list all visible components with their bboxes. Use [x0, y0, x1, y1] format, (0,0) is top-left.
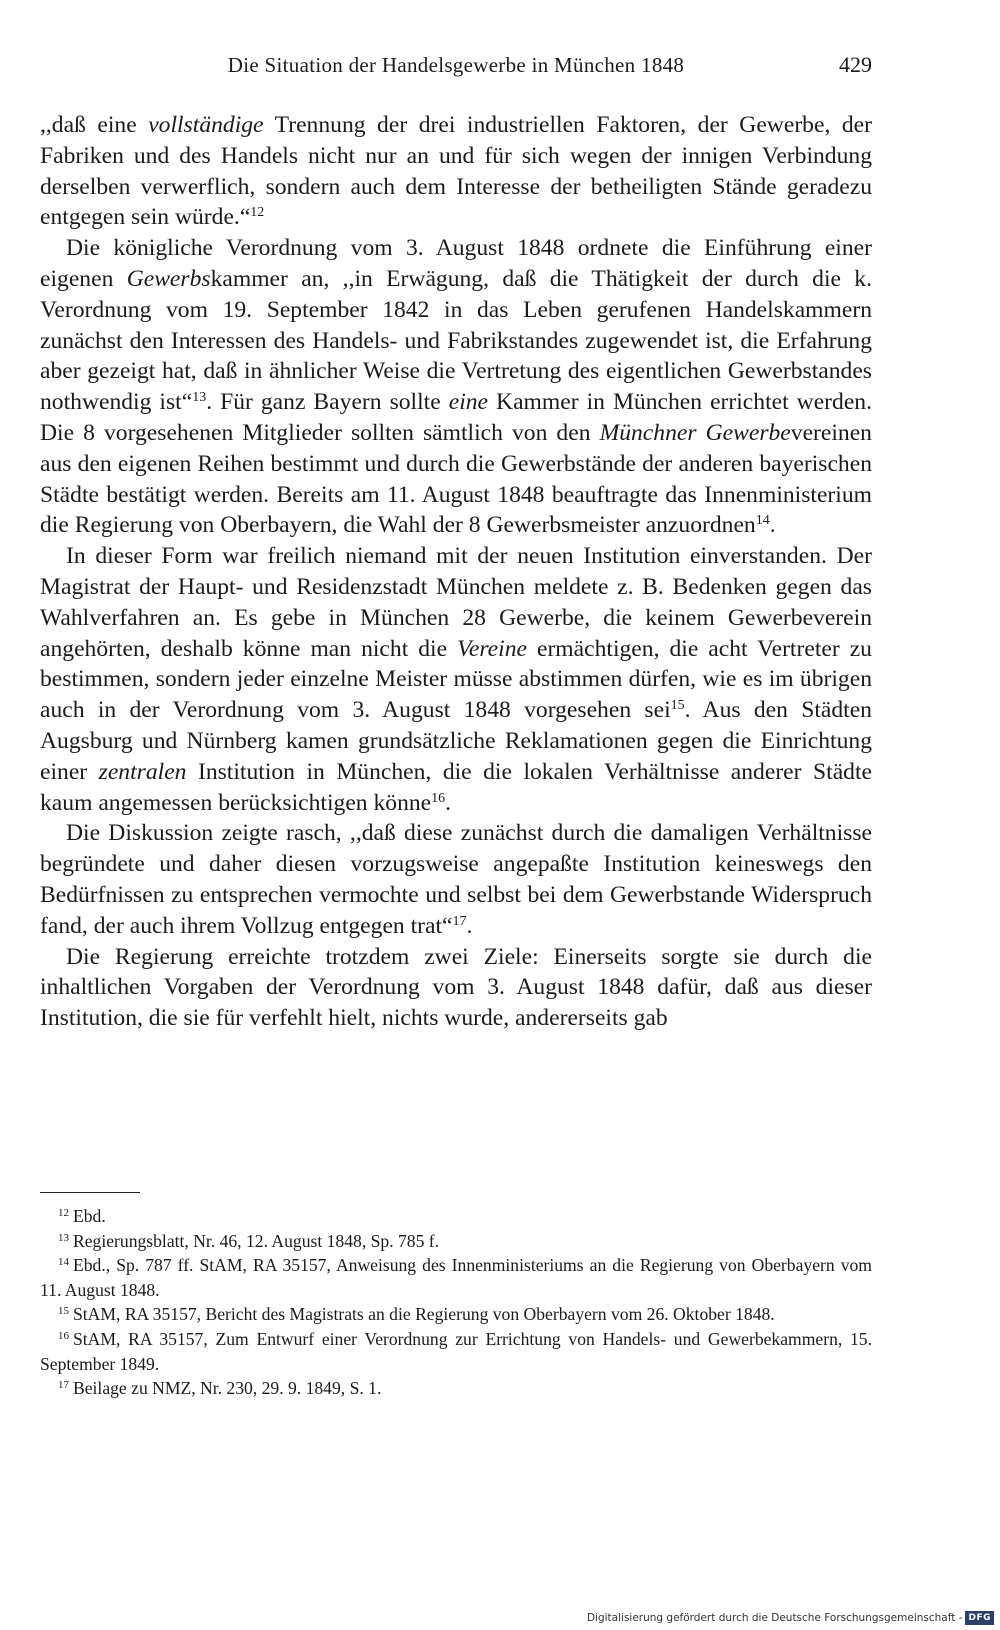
footnote: [40, 1229, 872, 1254]
text-run: .: [466, 912, 473, 939]
text-run: In dieser Form war freilich niemand mit der neuen Institution einverstanden. Der Magistrat der Haupt- und Residenzstadt München meldete z. B. Bedenken gegen das Wahlverfahren an. Es gebe in München 28 Gewerbe, die keinem Gewerbeverein angehörten, deshalb könne man nicht die: [40, 543, 872, 662]
footnote-text: Ebd., Sp. 787 ff. StAM, RA 35157, Anweisung des Innenministeriums an die Regierung von Oberbayern vom 11. August 1848.: [40, 1255, 872, 1300]
text-run: Kammer in München errichtet werden. Die 8 vorgesehenen Mitglieder sollten sämtlich von den: [40, 389, 873, 446]
text-run: Die Diskussion zeigte rasch, ,,daß diese zunächst durch die damaligen Verhältnisse begründete und daher diesen vorzugsweise angepaßte Institution keineswegs den Bedürfnissen zu entsprechen vermochte und selbst bei dem Gewerbstande Widerspruch fand, der auch ihrem Vollzug entgegen trat“: [40, 820, 872, 939]
footnote-ref: 15: [670, 698, 685, 714]
emphasis: eine: [448, 389, 489, 416]
footnote: [40, 1204, 872, 1229]
footnote: [40, 1327, 872, 1376]
footnote-ref: 13: [192, 390, 207, 406]
page-number: 429: [839, 52, 872, 77]
text-run: Die königliche Verordnung vom 3. August 1848 ordnete die Einführung einer eigenen: [40, 235, 872, 292]
emphasis: Münchner Gewerbe: [599, 419, 791, 446]
footnote-number: 16: [58, 1329, 69, 1342]
footnote-number: 17: [58, 1379, 69, 1392]
footnote-text: Beilage zu NMZ, Nr. 230, 29. 9. 1849, S. 1.: [73, 1378, 382, 1399]
footnote-text: StAM, RA 35157, Bericht des Magistrats an die Regierung von Oberbayern vom 26. Oktober 1848.: [73, 1304, 775, 1325]
footnote-text: Regierungsblatt, Nr. 46, 12. August 1848, Sp. 785 f.: [73, 1230, 440, 1251]
text-run: ermächtigen, die acht Vertreter zu bestimmen, sondern jeder einzelne Meister müsse abstimmen dürfen, wie es im übrigen auch in der Verordnung vom 3. August 1848 vorgesehen sei: [40, 635, 872, 724]
footnote-ref: 12: [250, 205, 265, 221]
footnote-number: 13: [58, 1231, 69, 1244]
footnote-number: 14: [58, 1256, 69, 1269]
emphasis: vollständige: [148, 112, 264, 138]
paragraph-1: [40, 110, 872, 233]
paragraph-5: [40, 942, 872, 1034]
running-header: Die Situation der Handelsgewerbe in München 1848: [227, 53, 685, 77]
digitization-note: Digitalisierung gefördert durch die Deutsche Forschungsgemeinschaft -: [586, 1612, 963, 1624]
digitization-footer: [587, 1610, 994, 1626]
text-run: kammer an, ,,in Erwägung, daß die Thätigkeit der durch die k. Verordnung vom 19. September 1842 in das Leben gerufenen Handelskammern zunächst den Interessen des Handels- und Fabrikstandes zugewendet ist, die Erfahrung aber gezeigt hat, daß in ähnlicher Weise die Vertretung des eigentlichen Gewerbstandes nothwendig ist“: [40, 265, 873, 416]
footnote-separator: [40, 1192, 140, 1193]
footnote: [40, 1376, 872, 1401]
footnote-number: 15: [58, 1305, 69, 1318]
main-text: [40, 110, 872, 1034]
footnote: [40, 1253, 872, 1302]
emphasis: Gewerbs: [126, 265, 211, 292]
text-run: Institution in München, die die lokalen Verhältnisse anderer Städte kaum angemessen berücksichtigen könne: [40, 758, 872, 816]
footnote-ref: 14: [755, 513, 770, 529]
footnote-text: StAM, RA 35157, Zum Entwurf einer Verordnung zur Errichtung von Handels- und Gewerbekammern, 15. September 1849.: [40, 1328, 872, 1374]
paragraph-4: [40, 818, 872, 941]
text-run: Die Regierung erreichte trotzdem zwei Ziele: Einerseits sorgte sie durch die inhaltlichen Vorgaben der Verordnung vom 3. August 1848 dafür, daß aus dieser Institution, die sie für verfehlt hielt, nichts wurde, andererseits gab: [40, 943, 872, 1032]
text-run: . Für ganz Bayern sollte: [206, 389, 449, 416]
emphasis: zentralen: [98, 758, 187, 785]
footnote-text: Ebd.: [73, 1206, 106, 1226]
emphasis: Vereine: [457, 635, 527, 662]
footnote-ref: 16: [431, 790, 446, 806]
text-run: vereinen aus den eigenen Reihen bestimmt und durch die Gewerbstände der anderen bayerischen Städte bestätigt werden. Bereits am 11. August 1848 beauftragte das Innenministerium die Regierung von Oberbayern, die Wahl der 8 Gewerbsmeister anzuordnen: [40, 419, 872, 539]
footnote-ref: 17: [452, 913, 467, 929]
text-run: .: [445, 789, 452, 816]
paragraph-3: [40, 541, 872, 818]
footnote: [40, 1302, 872, 1327]
text-run: Trennung der drei industriellen Faktoren, der Gewerbe, der Fabriken und des Handels nicht nur an und für sich wegen der innigen Verbindung derselben verwerflich, sondern auch dem Interesse der betheiligten Stände geradezu entgegen sein würde.“: [40, 112, 872, 231]
text-run: ,,daß eine: [40, 112, 149, 138]
text-run: . Aus den Städten Augsburg und Nürnberg kamen grundsätzliche Reklamationen gegen die Einrichtung einer: [40, 697, 872, 785]
footnote-number: 12: [58, 1207, 69, 1219]
text-run: .: [769, 512, 776, 539]
paragraph-2: [40, 233, 872, 541]
footnotes: [40, 1204, 872, 1401]
dfg-logo-icon: DFG: [965, 1611, 994, 1625]
